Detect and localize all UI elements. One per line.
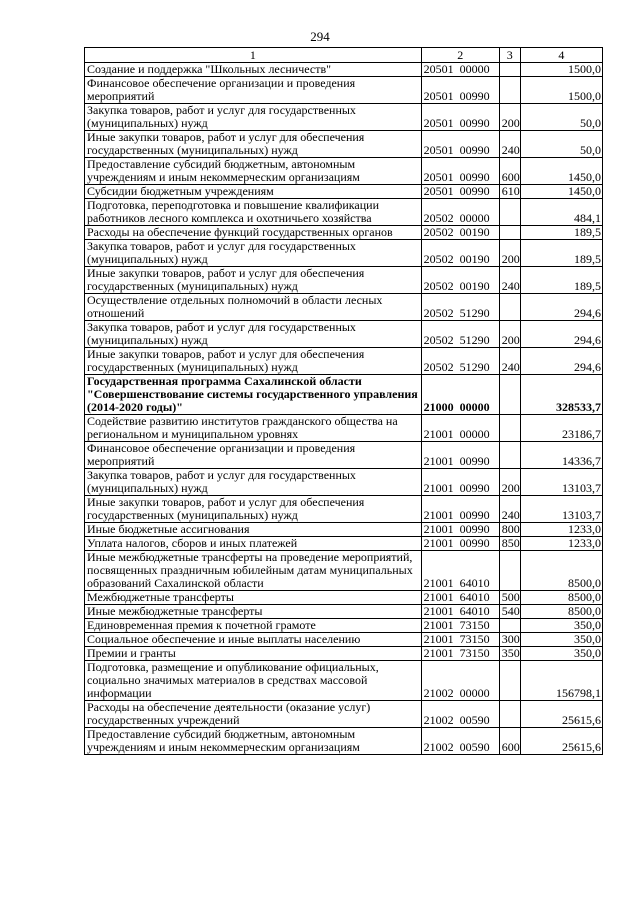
table-row — [85, 63, 603, 77]
row-name: Создание и поддержка "Школьных лесничеств" — [85, 63, 422, 77]
budget-table — [84, 47, 603, 755]
direction-code: 51290 — [459, 333, 490, 347]
direction-code: 51290 — [459, 360, 490, 374]
row-expense-type: 300 — [499, 633, 520, 647]
program-code: 20501 — [423, 184, 454, 198]
program-code: 21001 — [423, 576, 454, 590]
row-expense-type — [499, 294, 520, 321]
row-expense-type — [499, 199, 520, 226]
row-expense-type: 200 — [499, 469, 520, 496]
row-code — [421, 104, 499, 131]
row-name: Расходы на обеспечение функций государственных органов — [85, 226, 422, 240]
program-code: 20502 — [423, 252, 454, 266]
direction-code: 00990 — [459, 143, 490, 157]
row-expense-type — [499, 415, 520, 442]
row-name: Предоставление субсидий бюджетным, автономным учреждениям и иным некоммерческим организациям — [85, 728, 422, 755]
header-col-1: 1 — [85, 48, 422, 63]
row-name: Субсидии бюджетным учреждениям — [85, 185, 422, 199]
row-code — [421, 321, 499, 348]
table-row — [85, 348, 603, 375]
program-code: 21001 — [423, 481, 454, 495]
row-amount: 189,5 — [520, 240, 602, 267]
table-row — [85, 267, 603, 294]
row-expense-type: 540 — [499, 605, 520, 619]
direction-code: 00990 — [459, 522, 490, 536]
row-amount: 484,1 — [520, 199, 602, 226]
row-amount: 1450,0 — [520, 158, 602, 185]
page-number: 294 — [310, 29, 330, 44]
row-amount: 8500,0 — [520, 605, 602, 619]
row-amount: 8500,0 — [520, 591, 602, 605]
row-name: Межбюджетные трансферты — [85, 591, 422, 605]
table-row — [85, 728, 603, 755]
row-code — [421, 619, 499, 633]
row-code — [421, 199, 499, 226]
row-name: Социальное обеспечение и иные выплаты населению — [85, 633, 422, 647]
row-name: Иные закупки товаров, работ и услуг для обеспечения государственных (муниципальных) нужд — [85, 267, 422, 294]
program-code: 21001 — [423, 522, 454, 536]
row-expense-type: 200 — [499, 240, 520, 267]
row-expense-type — [499, 375, 520, 415]
row-amount: 50,0 — [520, 131, 602, 158]
row-name: Единовременная премия к почетной грамоте — [85, 619, 422, 633]
row-code — [421, 294, 499, 321]
program-code: 20501 — [423, 143, 454, 157]
row-expense-type: 610 — [499, 185, 520, 199]
program-code: 21001 — [423, 632, 454, 646]
row-amount: 50,0 — [520, 104, 602, 131]
row-code — [421, 442, 499, 469]
row-expense-type: 600 — [499, 728, 520, 755]
row-amount: 189,5 — [520, 267, 602, 294]
program-code: 20501 — [423, 89, 454, 103]
row-code — [421, 469, 499, 496]
row-expense-type: 200 — [499, 104, 520, 131]
direction-code: 00590 — [459, 740, 490, 754]
table-row — [85, 661, 603, 701]
row-amount: 1233,0 — [520, 523, 602, 537]
row-amount: 8500,0 — [520, 551, 602, 591]
header-col-3: 3 — [499, 48, 520, 63]
row-code — [421, 523, 499, 537]
program-code: 21001 — [423, 427, 454, 441]
direction-code: 00990 — [459, 536, 490, 550]
program-code: 21001 — [423, 604, 454, 618]
program-code: 21000 — [423, 400, 454, 414]
direction-code: 00000 — [459, 211, 490, 225]
direction-code: 64010 — [459, 604, 490, 618]
row-amount: 156798,1 — [520, 661, 602, 701]
row-expense-type — [499, 77, 520, 104]
row-code — [421, 348, 499, 375]
header-row — [85, 48, 603, 63]
row-expense-type: 850 — [499, 537, 520, 551]
row-code — [421, 605, 499, 619]
table-row — [85, 77, 603, 104]
header-col-2: 2 — [421, 48, 499, 63]
row-amount: 350,0 — [520, 647, 602, 661]
row-expense-type — [499, 551, 520, 591]
row-amount: 1500,0 — [520, 77, 602, 104]
table-row — [85, 131, 603, 158]
row-code — [421, 185, 499, 199]
table-row — [85, 523, 603, 537]
row-name: Премии и гранты — [85, 647, 422, 661]
row-amount: 350,0 — [520, 633, 602, 647]
row-expense-type: 240 — [499, 348, 520, 375]
direction-code: 00990 — [459, 454, 490, 468]
row-expense-type — [499, 226, 520, 240]
direction-code: 00990 — [459, 184, 490, 198]
row-amount: 13103,7 — [520, 496, 602, 523]
row-amount: 13103,7 — [520, 469, 602, 496]
row-name: Содействие развитию институтов гражданского общества на региональном и муниципальном уровнях — [85, 415, 422, 442]
row-expense-type: 350 — [499, 647, 520, 661]
direction-code: 00990 — [459, 170, 490, 184]
row-code — [421, 701, 499, 728]
row-name: Подготовка, переподготовка и повышение квалификации работников лесного комплекса и охотничьего хозяйства — [85, 199, 422, 226]
direction-code: 00000 — [459, 400, 490, 414]
row-expense-type: 600 — [499, 158, 520, 185]
direction-code: 73150 — [459, 646, 490, 660]
table-row — [85, 321, 603, 348]
row-code — [421, 240, 499, 267]
row-expense-type — [499, 619, 520, 633]
row-code — [421, 496, 499, 523]
row-name: Подготовка, размещение и опубликование официальных, социально значимых материалов в средствах массовой информации — [85, 661, 422, 701]
table-row — [85, 226, 603, 240]
direction-code: 00000 — [459, 686, 490, 700]
table-row — [85, 294, 603, 321]
table-row — [85, 496, 603, 523]
table-row — [85, 469, 603, 496]
table-row — [85, 647, 603, 661]
direction-code: 00190 — [459, 252, 490, 266]
program-code: 21001 — [423, 590, 454, 604]
program-code: 20502 — [423, 279, 454, 293]
row-code — [421, 647, 499, 661]
row-expense-type — [499, 63, 520, 77]
row-amount: 294,6 — [520, 294, 602, 321]
table-row — [85, 199, 603, 226]
row-amount: 25615,6 — [520, 728, 602, 755]
row-amount: 1450,0 — [520, 185, 602, 199]
row-code — [421, 537, 499, 551]
row-expense-type — [499, 661, 520, 701]
table-row — [85, 442, 603, 469]
row-code — [421, 77, 499, 104]
row-name: Финансовое обеспечение организации и проведения мероприятий — [85, 77, 422, 104]
row-amount: 328533,7 — [520, 375, 602, 415]
table-row — [85, 185, 603, 199]
row-expense-type — [499, 701, 520, 728]
program-code: 20501 — [423, 62, 454, 76]
row-code — [421, 226, 499, 240]
row-expense-type — [499, 442, 520, 469]
program-code: 20502 — [423, 225, 454, 239]
program-code: 20502 — [423, 333, 454, 347]
direction-code: 00990 — [459, 508, 490, 522]
row-code — [421, 633, 499, 647]
row-expense-type: 500 — [499, 591, 520, 605]
row-code — [421, 551, 499, 591]
row-name: Предоставление субсидий бюджетным, автономным учреждениям и иным некоммерческим организациям — [85, 158, 422, 185]
row-name: Иные бюджетные ассигнования — [85, 523, 422, 537]
row-code — [421, 591, 499, 605]
direction-code: 00190 — [459, 279, 490, 293]
program-code: 20501 — [423, 170, 454, 184]
row-code — [421, 728, 499, 755]
direction-code: 00990 — [459, 116, 490, 130]
row-code — [421, 131, 499, 158]
table-row — [85, 415, 603, 442]
row-name: Иные закупки товаров, работ и услуг для обеспечения государственных (муниципальных) нужд — [85, 131, 422, 158]
table-row — [85, 375, 603, 415]
direction-code: 00190 — [459, 225, 490, 239]
direction-code: 64010 — [459, 590, 490, 604]
direction-code: 64010 — [459, 576, 490, 590]
table-row — [85, 701, 603, 728]
direction-code: 00000 — [459, 427, 490, 441]
program-code: 21002 — [423, 713, 454, 727]
row-expense-type: 240 — [499, 267, 520, 294]
direction-code: 73150 — [459, 618, 490, 632]
row-code — [421, 661, 499, 701]
table-row — [85, 537, 603, 551]
program-code: 21001 — [423, 454, 454, 468]
row-amount: 23186,7 — [520, 415, 602, 442]
direction-code: 00000 — [459, 62, 490, 76]
table-row — [85, 551, 603, 591]
row-name: Закупка товаров, работ и услуг для государственных (муниципальных) нужд — [85, 104, 422, 131]
row-amount: 14336,7 — [520, 442, 602, 469]
direction-code: 51290 — [459, 306, 490, 320]
row-name: Иные закупки товаров, работ и услуг для обеспечения государственных (муниципальных) нужд — [85, 348, 422, 375]
program-code: 20501 — [423, 116, 454, 130]
direction-code: 73150 — [459, 632, 490, 646]
row-amount: 294,6 — [520, 348, 602, 375]
row-amount: 25615,6 — [520, 701, 602, 728]
program-code: 20502 — [423, 306, 454, 320]
row-name: Уплата налогов, сборов и иных платежей — [85, 537, 422, 551]
row-code — [421, 375, 499, 415]
row-expense-type: 200 — [499, 321, 520, 348]
row-amount: 294,6 — [520, 321, 602, 348]
row-name: Расходы на обеспечение деятельности (оказание услуг) государственных учреждений — [85, 701, 422, 728]
direction-code: 00990 — [459, 481, 490, 495]
row-name: Финансовое обеспечение организации и проведения мероприятий — [85, 442, 422, 469]
table-row — [85, 104, 603, 131]
table-row — [85, 605, 603, 619]
row-name: Осуществление отдельных полномочий в области лесных отношений — [85, 294, 422, 321]
row-code — [421, 63, 499, 77]
row-amount: 189,5 — [520, 226, 602, 240]
row-name: Иные межбюджетные трансферты — [85, 605, 422, 619]
program-code: 21001 — [423, 536, 454, 550]
program-code: 21001 — [423, 618, 454, 632]
row-name: Государственная программа Сахалинской области "Совершенствование системы государственного управления (2014-2020 годы)" — [85, 375, 422, 415]
table-row — [85, 591, 603, 605]
row-code — [421, 267, 499, 294]
program-code: 20502 — [423, 360, 454, 374]
row-amount: 350,0 — [520, 619, 602, 633]
row-code — [421, 415, 499, 442]
direction-code: 00590 — [459, 713, 490, 727]
row-amount: 1500,0 — [520, 63, 602, 77]
program-code: 21002 — [423, 686, 454, 700]
row-amount: 1233,0 — [520, 537, 602, 551]
row-name: Закупка товаров, работ и услуг для государственных (муниципальных) нужд — [85, 469, 422, 496]
direction-code: 00990 — [459, 89, 490, 103]
row-name: Закупка товаров, работ и услуг для государственных (муниципальных) нужд — [85, 321, 422, 348]
program-code: 21001 — [423, 646, 454, 660]
row-expense-type: 240 — [499, 496, 520, 523]
row-expense-type: 800 — [499, 523, 520, 537]
table-row — [85, 633, 603, 647]
row-name: Иные межбюджетные трансферты на проведение мероприятий, посвященных праздничным юбилейным датам муниципальных образований Сахалинской области — [85, 551, 422, 591]
program-code: 20502 — [423, 211, 454, 225]
row-name: Закупка товаров, работ и услуг для государственных (муниципальных) нужд — [85, 240, 422, 267]
row-code — [421, 158, 499, 185]
row-name: Иные закупки товаров, работ и услуг для обеспечения государственных (муниципальных) нужд — [85, 496, 422, 523]
row-expense-type: 240 — [499, 131, 520, 158]
program-code: 21001 — [423, 508, 454, 522]
table-row — [85, 240, 603, 267]
header-col-4: 4 — [520, 48, 602, 63]
table-row — [85, 619, 603, 633]
table-row — [85, 158, 603, 185]
program-code: 21002 — [423, 740, 454, 754]
